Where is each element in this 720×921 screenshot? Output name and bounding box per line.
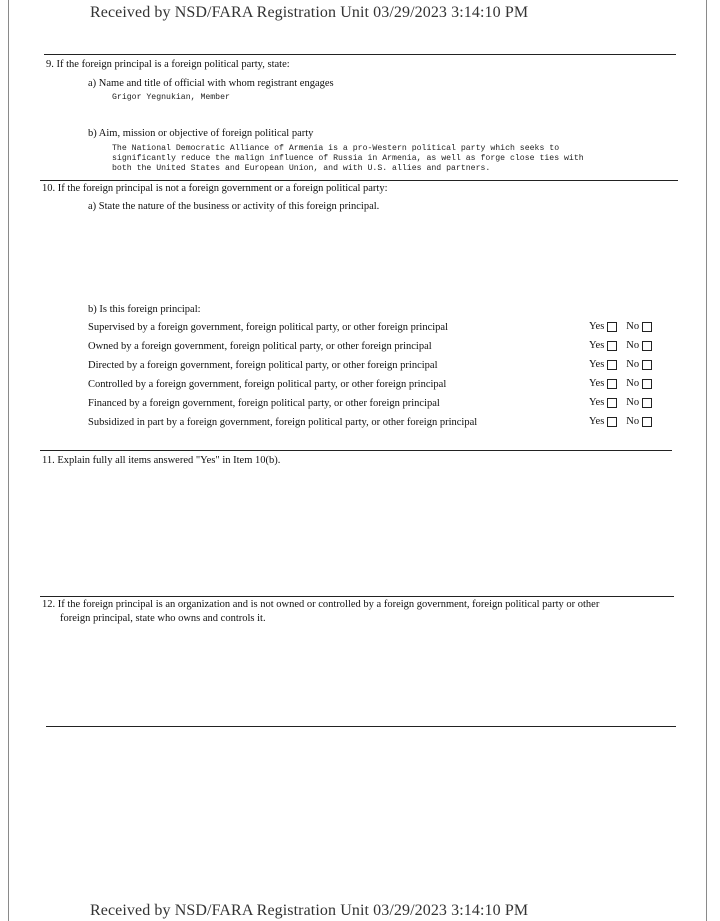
section-divider	[40, 450, 672, 451]
item12-label-line2: foreign principal, state who owns and controls it.	[60, 613, 266, 624]
yes-no-group	[589, 416, 652, 427]
yes-no-group	[589, 340, 652, 351]
no-label: No	[626, 321, 640, 332]
no-checkbox[interactable]	[642, 322, 652, 332]
item9b-answer-line: The National Democratic Alliance of Armenia is a pro-Western political party which seeks to	[112, 144, 560, 153]
question-text: Directed by a foreign government, foreign political party, or other foreign principal	[88, 360, 438, 371]
page-border-right	[706, 0, 707, 921]
no-label: No	[626, 340, 640, 351]
yes-checkbox[interactable]	[607, 398, 617, 408]
no-checkbox[interactable]	[642, 379, 652, 389]
yes-checkbox[interactable]	[607, 417, 617, 427]
item9b-answer-line: significantly reduce the malign influence of Russia in Armenia, as well as forge close ties with	[112, 154, 584, 163]
question-text: Financed by a foreign government, foreign political party, or other foreign principal	[88, 398, 440, 409]
yes-no-group	[589, 359, 652, 370]
no-label: No	[626, 397, 640, 408]
yes-label: Yes	[589, 397, 605, 408]
yes-no-group	[589, 378, 652, 389]
no-checkbox[interactable]	[642, 398, 652, 408]
item10-label: 10. If the foreign principal is not a foreign government or a foreign political party:	[42, 183, 388, 194]
item9a-label: a) Name and title of official with whom registrant engages	[88, 78, 334, 89]
question-text: Subsidized in part by a foreign government, foreign political party, or other foreign principal	[88, 417, 478, 428]
yes-checkbox[interactable]	[607, 341, 617, 351]
item9b-label: b) Aim, mission or objective of foreign political party	[88, 128, 314, 139]
item11-label: 11. Explain fully all items answered "Yes" in Item 10(b).	[42, 455, 281, 466]
question-text: Owned by a foreign government, foreign political party, or other foreign principal	[88, 341, 432, 352]
yes-label: Yes	[589, 340, 605, 351]
yes-label: Yes	[589, 378, 605, 389]
yes-label: Yes	[589, 416, 605, 427]
item9a-answer: Grigor Yegnukian, Member	[112, 93, 230, 102]
item9-label: 9. If the foreign principal is a foreign political party, state:	[46, 59, 290, 70]
question-text: Controlled by a foreign government, foreign political party, or other foreign principal	[88, 379, 447, 390]
no-label: No	[626, 416, 640, 427]
section-divider	[40, 180, 678, 181]
section-divider	[46, 726, 676, 727]
yes-label: Yes	[589, 359, 605, 370]
yes-checkbox[interactable]	[607, 360, 617, 370]
no-label: No	[626, 378, 640, 389]
yes-checkbox[interactable]	[607, 379, 617, 389]
page-border-left	[8, 0, 9, 921]
yes-checkbox[interactable]	[607, 322, 617, 332]
item12-label-line1: 12. If the foreign principal is an organization and is not owned or controlled by a foreign government, foreign political party or other	[42, 599, 600, 610]
yes-no-group	[589, 321, 652, 332]
no-checkbox[interactable]	[642, 417, 652, 427]
item10a-label: a) State the nature of the business or activity of this foreign principal.	[88, 201, 380, 212]
no-checkbox[interactable]	[642, 341, 652, 351]
no-checkbox[interactable]	[642, 360, 652, 370]
yes-label: Yes	[589, 321, 605, 332]
item9b-answer-line: both the United States and European Union, and with U.S. allies and partners.	[112, 164, 491, 173]
received-stamp-header: Received by NSD/FARA Registration Unit 03/29/2023 3:14:10 PM	[90, 4, 529, 21]
received-stamp-footer: Received by NSD/FARA Registration Unit 03/29/2023 3:14:10 PM	[90, 902, 529, 919]
question-text: Supervised by a foreign government, foreign political party, or other foreign principal	[88, 322, 448, 333]
section-divider	[44, 54, 676, 55]
no-label: No	[626, 359, 640, 370]
yes-no-group	[589, 397, 652, 408]
section-divider	[40, 596, 674, 597]
item10b-label: b) Is this foreign principal:	[88, 304, 201, 315]
